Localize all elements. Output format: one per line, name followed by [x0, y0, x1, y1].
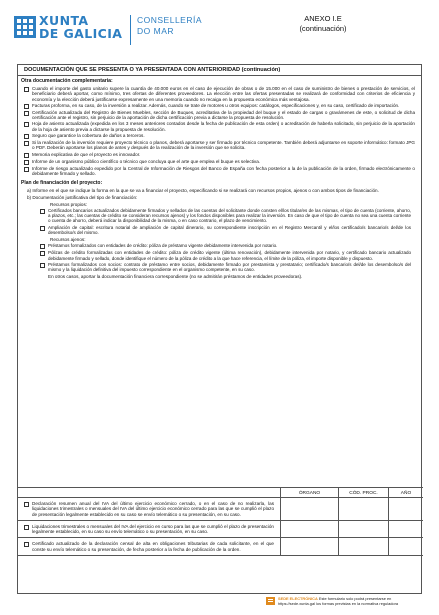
doc-item-text: Memoria explicativa de que el proyecto es innovador.	[32, 151, 141, 157]
footer	[266, 597, 426, 606]
doc-item-text: Seguro que garantice la cobertura de daños a terceros.	[32, 133, 145, 139]
annex-line1: ANEXO I.E	[304, 14, 342, 23]
header-divider	[130, 15, 131, 45]
dept-line2: DO MAR	[137, 25, 174, 36]
table-row-text: Liquidaciones trimestrales o mensuales del IVA del ejercicio en curso para las que se cumplió el plazo de presentación legalmente establecido, en su caso su envío telemático o su presentación, en su caso.	[32, 523, 274, 535]
table-row-desc	[18, 521, 280, 538]
cod-proc-cell[interactable]	[338, 538, 388, 555]
table-row-text: Declaración resumen anual del IVA del último ejercicio económico cerrado, o en el caso de no realizarla, las liquidaciones trimestrales o mensuales del IVA del último ejercicio económico cerrado para las que se cumplió el plazo de presentación legalmente establecido en su caso se envío telemático o su presentación, en su caso.	[32, 501, 274, 517]
xunta-cross-icon	[14, 16, 36, 38]
checkbox[interactable]	[24, 111, 29, 116]
table-row-text: Certificado actualizado de la declaración censal de alta en obligaciones tributarias de cada solicitante, en el que conste su envío telemático o su presentación, de fecha posterior a la fecha de publicación de la orden.	[32, 541, 274, 552]
own-resources-title: Recursos propios:	[50, 201, 88, 207]
external-resource-item	[40, 262, 411, 273]
table-header-cod-proc: CÓD. PROC.	[338, 488, 388, 497]
doc-item	[24, 121, 415, 132]
logo-line2: DE GALICIA	[39, 26, 123, 41]
doc-item-text: Certificación actualizada del Registro de Bienes Muebles, sección de Buques, acreditativa de la propiedad del buque y el estado de cargas o gravámenes de este, o solicitud de dicha certificación ante el registro, sin perjuicio de la aportación de dicha certificación previa a dictarse la propuesta de resolución.	[32, 109, 415, 121]
doc-item	[24, 133, 415, 139]
other-docs-label: Otra documentación complementaria:	[21, 78, 113, 84]
department	[137, 15, 202, 36]
checkbox[interactable]	[24, 167, 29, 172]
checkbox[interactable]	[24, 87, 29, 92]
external-resource-text: Pólizas de crédito formalizadas con entidades de crédito: póliza de crédito vigente (última renovación), debidamente intervenida por notario, y certificado bancario actualizado debidamente firmado y sellado, donde identifique el número de la póliza de crédito a la que hace referencia, el límite de la póliza, el importe disponible y dispuesto.	[48, 250, 411, 261]
external-resource-item	[40, 243, 411, 249]
checkbox[interactable]	[24, 160, 29, 165]
external-resources-title: Recursos ajenos:	[50, 237, 86, 243]
plan-title: Plan de financiación del proyecto:	[21, 180, 103, 187]
checkbox[interactable]	[24, 134, 29, 139]
table-row	[18, 521, 423, 539]
checkbox[interactable]	[24, 153, 29, 158]
doc-item	[24, 166, 415, 177]
cod-proc-cell[interactable]	[338, 521, 388, 538]
table-row	[18, 498, 423, 521]
checkbox[interactable]	[40, 251, 45, 256]
footer-text	[278, 597, 398, 606]
table-row	[18, 538, 423, 556]
dept-line1: CONSELLERÍA	[137, 15, 203, 25]
table-header-organo: ÓRGANO	[280, 488, 338, 497]
annex-label	[283, 14, 363, 34]
checkbox[interactable]	[24, 141, 29, 146]
doc-item	[24, 86, 415, 102]
doc-item-text: Informe de riesgo actualizado expedido por la Central de Información de Riesgos del Banco de España con fecha posterior a la de la publicación de la orden, firmado electrónicamente o debidamente firmado y sellado.	[32, 165, 415, 176]
external-resource-text: Préstamos formalizados con socios: contrato de préstamo entre socios, debidamente firmado por prestamista y prestatario; certificado/s bancario/s del/de los desembolso/s del mismo y la liquidación definitiva del impuesto correspondiente en el organismo competente, en su caso.	[48, 261, 411, 273]
plan-line-a: a) Informe en el que se indique la forma en la que se va a financiar el proyecto, especificando si se realizará con recursos propios, ajenos o con ambos tipos de financiación.	[27, 188, 379, 194]
ano-cell[interactable]	[388, 521, 423, 538]
own-resource-text: Certificados bancarios actualizados debidamente firmados y sellados de las cuentas del solicitante donde consten el/los titular/es de las mismas, el tipo de cuenta (corriente, ahorro, a plazos, etc.; las cuentas de crédito se consideran recursos ajenos) y los fondos disponibles para realizar la inversión. En caso de que el tipo de cuenta no sea una cuenta corriente o cuenta de ahorro, deberá indicar la disponibilidad de la misma, o en caso contrario, el plazo de vencimiento.	[48, 207, 411, 224]
annex-line2: (continuación)	[299, 24, 347, 33]
table-row-desc	[18, 498, 280, 520]
doc-item-text: Informe de un organismo público científico o técnico que concluya que el arte que emplea el buque es selectiva.	[32, 158, 261, 164]
header	[14, 12, 426, 60]
own-resource-text: Ampliación de capital: escritura notarial de ampliación de capital dinerario, su correspondiente inscripción en el Registro Mercantil y el/los certificado/s bancario/s del/de los desembolso/s del mismo.	[48, 224, 411, 236]
logo	[39, 14, 122, 40]
section-title: DOCUMENTACIÓN QUE SE PRESENTA O YA PRESENTADA CON ANTERIORIDAD (continuación)	[18, 65, 421, 76]
external-resource-text: Préstamos formalizados con entidades de crédito: póliza de préstamo vigente debidamente intervenida por notario.	[48, 243, 278, 249]
organo-cell[interactable]	[280, 538, 338, 555]
checkbox[interactable]	[40, 263, 45, 268]
plan-line-b: b) Documentación justificativa del tipo de financiación:	[27, 194, 138, 200]
checkbox[interactable]	[24, 525, 29, 530]
documents-table	[18, 487, 423, 556]
footer-line2: https://sede.xunta.gal los formas previstas en la normativa reguladora	[278, 600, 399, 606]
external-resource-item	[40, 250, 411, 261]
checkbox[interactable]	[24, 502, 29, 507]
footer-line1: Este formulario solo podrá presentarse en	[318, 596, 392, 601]
doc-item	[24, 110, 415, 121]
table-row-desc	[18, 538, 280, 555]
doc-item	[24, 140, 415, 151]
doc-item	[24, 159, 415, 165]
checkbox[interactable]	[40, 226, 45, 231]
doc-item-text: Hoja de asiento actualizada (expedida en los 3 meses anteriores contados desde la fecha de publicación de esta orden) o acreditación de haberla solicitado, sin perjuicio de la aportación de la hoja de asiento previa a dictarse la propuesta de resolución.	[32, 121, 415, 132]
sede-electronica-icon	[266, 597, 275, 605]
doc-item	[24, 103, 415, 109]
checkbox[interactable]	[40, 209, 45, 214]
table-header-cell	[18, 488, 280, 497]
footer-brand: SEDE ELECTRÓNICA	[278, 596, 318, 601]
doc-item-text: Cuando el importe del gasto unitario supere la cuantía de 40.000 euros en el caso de ejecución de obras o de 15.000 en el caso de suministro de bienes o prestación de servicios, el beneficiario deberá aportar, como mínimo, tres ofertas de diferentes proveedores. La elección entre las ofertas presentadas se realizará de conformidad con criterios de eficiencia y economía y la elección deberá justificarse expresamente en una memoria cuando no recaiga en la propuesta económica más ventajosa.	[32, 86, 415, 102]
organo-cell[interactable]	[280, 498, 338, 520]
table-header-ano: AÑO	[388, 488, 423, 497]
doc-item-text: Si la realización de la inversión requiere proyecto técnico o planos, deberá aportarse y ser firmado por técnico competente. También deberá adjuntarse en soporte informático: formato JPG o PDF. Deberán aportarse los planos de antes y después de la realización de la inversión que se solicita.	[32, 140, 415, 151]
ano-cell[interactable]	[388, 538, 423, 555]
logo-line1: XUNTA	[39, 13, 89, 28]
cod-proc-cell[interactable]	[338, 498, 388, 520]
table-header	[18, 487, 423, 498]
checkbox[interactable]	[24, 122, 29, 127]
checkbox[interactable]	[24, 104, 29, 109]
doc-item	[24, 152, 415, 158]
own-resource-item	[40, 225, 411, 236]
plan-closing: En otros casos, aportar la documentación financiera correspondiente (no se admitirán préstamos de entidades proveedoras).	[48, 273, 303, 279]
checkbox[interactable]	[24, 542, 29, 547]
doc-item-text: Facturas proforma, en su caso, de la inversión a realizar. Además, cuando se trate de motores u otros equipos: catálogos, especificaciones y, en su caso, certificado de importación.	[32, 102, 400, 108]
document-frame	[17, 64, 422, 594]
ano-cell[interactable]	[388, 498, 423, 520]
own-resource-item	[40, 208, 411, 224]
checkbox[interactable]	[40, 244, 45, 249]
organo-cell[interactable]	[280, 521, 338, 538]
